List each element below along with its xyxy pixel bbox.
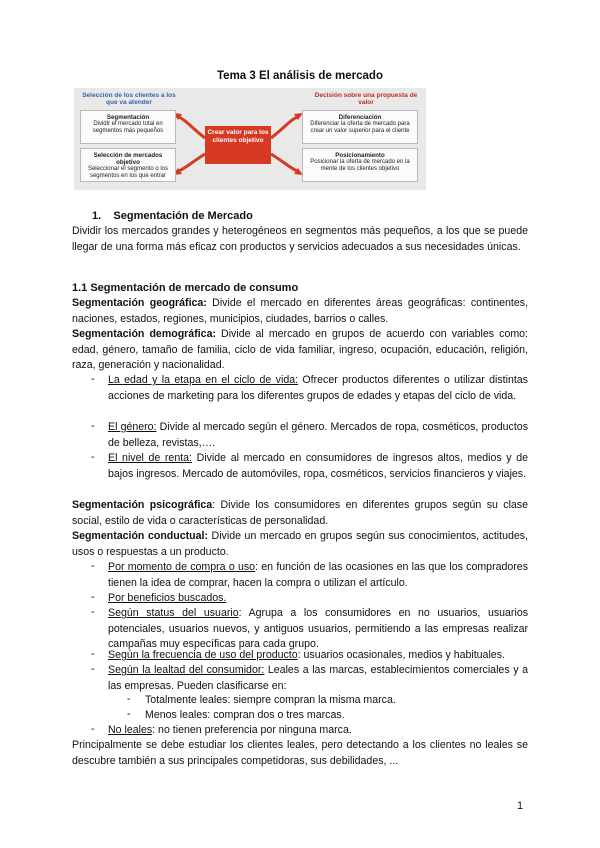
bullet-label: Según la frecuencia de uso del producto — [108, 649, 298, 661]
diagram-box-differentiation — [302, 110, 418, 144]
bullet-label: No leales — [108, 724, 153, 736]
box-title: Posicionamiento — [335, 152, 385, 159]
demo-bullet — [108, 451, 528, 482]
bullet-text: : en función de las ocasiones en las que los compradores tienen la idea de comprar, hacen la compra o utilizan el artículo. — [108, 561, 528, 589]
bullet-text: Divide al mercado en consumidores de ingresos altos, medios y de bajos ingresos. Mercado de automóviles, ropa, cosméticos, servicios financieros y viajes. — [108, 452, 528, 480]
diagram-center-box: Crear valor para los clientes objetivo — [205, 126, 271, 164]
list-dash: - — [91, 723, 95, 735]
bullet-label: El nivel de renta: — [108, 452, 192, 464]
behavioral-label: Segmentación conductual: — [72, 530, 208, 542]
section-number: 1. — [92, 210, 102, 222]
bullet-label: Según status del usuario — [108, 607, 239, 619]
diagram-right-heading: Decisión sobre una propuesta de valor — [314, 92, 418, 106]
closing-paragraph: Principalmente se debe estudiar los clientes leales, pero detectando a los clientes no leales se descubre también a sus principales competidoras, sus debilidades, ... — [72, 739, 528, 767]
diagram-box-target-markets — [80, 148, 176, 182]
list-dash: - — [91, 663, 95, 675]
marketing-strategy-diagram — [74, 88, 426, 190]
demographic-paragraph — [72, 327, 528, 374]
loyalty-sub-bullet: Menos leales: compran dos o tres marcas. — [145, 709, 345, 721]
behavior-bullet — [108, 606, 528, 653]
list-dash: - — [91, 420, 95, 432]
bullet-label: El género: — [108, 421, 157, 433]
document-title: Tema 3 El análisis de mercado — [217, 70, 383, 82]
sub-list-dash: - — [127, 708, 131, 720]
diagram-box-positioning — [302, 148, 418, 182]
box-title: Selección de mercados objetivo — [93, 152, 163, 166]
geographic-text: Divide el mercado en diferentes áreas geográficas: continentes, naciones, estados, regiones, municipios, ciudades, barrios o calles. — [72, 297, 529, 325]
psychographic-paragraph — [72, 498, 528, 529]
psychographic-label: Segmentación psicográfica — [72, 499, 213, 511]
list-dash: - — [91, 648, 95, 660]
bullet-label: Por momento de compra o uso — [108, 561, 256, 573]
box-title: Diferenciación — [338, 114, 382, 121]
bullet-text: : Agrupa a los consumidores en no usuarios, usuarios potenciales, usuarios nuevos, y antiguos usuarios, permitiendo a las empresas realizar campañas muy específicas para cada grupo. — [108, 607, 529, 651]
list-dash: - — [91, 606, 95, 618]
demographic-text: Divide al mercado en grupos de acuerdo con variables como: edad, género, tamaño de familia, ciclo de vida familiar, ingreso, ocupación, educación, religión, raza, generación y nacionalidad. — [72, 328, 528, 372]
behavior-bullet — [108, 648, 528, 664]
list-dash: - — [91, 451, 95, 463]
demographic-label: Segmentación demográfica: — [72, 328, 216, 340]
bullet-label: La edad y la etapa en el ciclo de vida: — [108, 374, 299, 386]
section-title: Segmentación de Mercado — [113, 210, 253, 222]
box-text: Posicionar la oferta de mercado en la mente de los clientes objetivo — [310, 159, 410, 172]
list-dash: - — [91, 373, 95, 385]
section-1-heading — [92, 210, 253, 222]
bullet-label: Por beneficios buscados. — [108, 592, 227, 604]
behavior-bullet — [108, 591, 528, 607]
bullet-text: Ofrecer productos diferentes o utilizar distintas acciones de marketing para los diferentes grupos de edades y etapas del ciclo de vida. — [108, 374, 528, 402]
demo-bullet — [108, 420, 528, 451]
box-text: Diferenciar la oferta de mercado para crear un valor superior para el cliente — [310, 121, 410, 134]
bullet-text: : no tienen preferencia por ninguna marca. — [152, 724, 352, 736]
loyalty-sub-bullet: Totalmente leales: siempre compran la misma marca. — [145, 694, 396, 706]
sub-list-dash: - — [127, 693, 131, 705]
list-dash: - — [91, 560, 95, 572]
geographic-paragraph — [72, 296, 528, 327]
diagram-left-heading: Selección de los clientes a los que va atender — [82, 92, 176, 106]
diagram-box-segmentation — [80, 110, 176, 144]
section-1-paragraph: Dividir los mercados grandes y heterogéneos en segmentos más pequeños, a los que se puede llegar de una forma más eficaz con productos y servicios adecuados a sus necesidades únicas. — [72, 225, 528, 253]
bullet-label: Según la lealtad del consumidor: — [108, 664, 265, 676]
section-1-1-heading: 1.1 Segmentación de mercado de consumo — [72, 282, 299, 294]
demo-bullet — [108, 373, 528, 404]
behavior-bullet — [108, 560, 528, 591]
behavior-bullet — [108, 663, 528, 694]
list-dash: - — [91, 591, 95, 603]
geographic-label: Segmentación geográfica: — [72, 297, 207, 309]
bullet-text: Leales a las marcas, establecimientos comerciales y a las empresas. Pueden clasificarse en: — [108, 664, 528, 692]
box-text: Dividir el mercado total en segmentos más pequeños — [92, 121, 164, 134]
behavioral-text: Divide un mercado en grupos según sus conocimientos, actitudes, usos o respuestas a un producto. — [72, 530, 528, 558]
behavioral-paragraph — [72, 529, 528, 560]
bullet-text: : usuarios ocasionales, medios y habituales. — [297, 649, 505, 661]
psychographic-text: : Divide los consumidores en diferentes grupos según su clase social, estilo de vida o características de personalidad. — [72, 499, 528, 527]
page-number: 1 — [517, 800, 524, 812]
box-title: Segmentación — [106, 114, 150, 121]
box-text: Seleccionar el segmento o los segmentos en los que entrar — [87, 166, 169, 179]
bullet-text: Divide al mercado según el género. Mercados de ropa, cosméticos, productos de belleza, revistas,…. — [108, 421, 528, 449]
behavior-bullet — [108, 723, 528, 739]
